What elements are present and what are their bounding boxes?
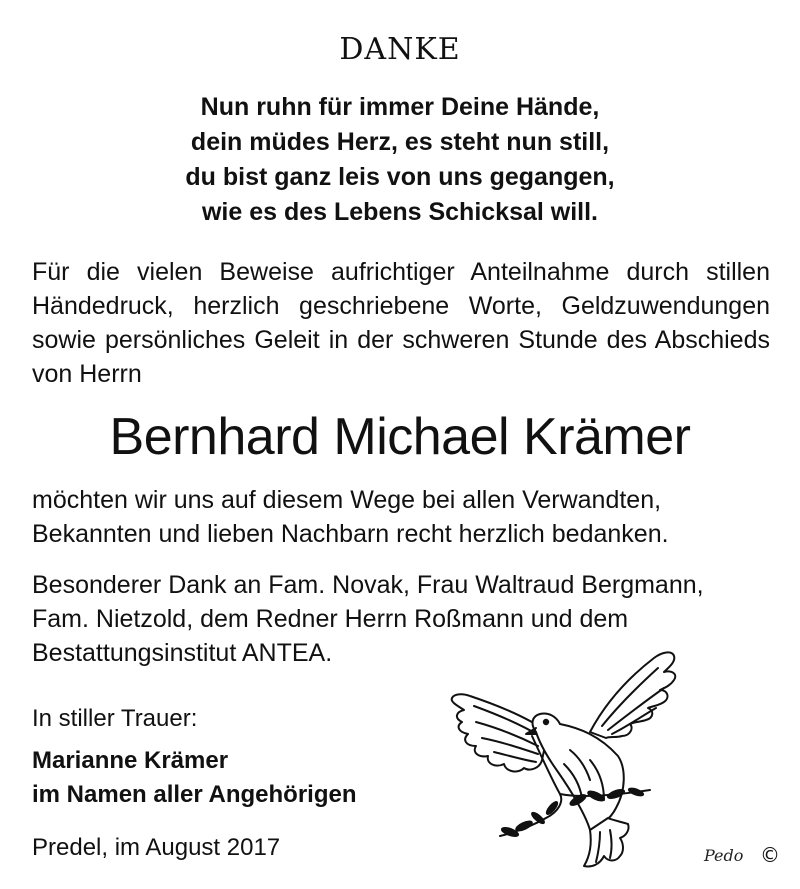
poem-line: Nun ruhn für immer Deine Hände, [200,93,600,121]
intro-line: Für die vielen Beweise aufrichtiger Anteilnahme durch stillen [32,258,770,286]
intro-paragraph [32,255,770,391]
signer-name: Marianne Krämer [32,747,229,774]
signers [32,744,357,812]
special-thanks-line: Fam. Nietzold, dem Redner Herrn Roßmann und dem [32,605,629,633]
thanks-line: möchten wir uns auf diesem Wege bei allen Verwandten, [32,486,662,514]
copyright-icon: © [760,843,780,867]
special-thanks-line: Bestattungsinstitut ANTEA. [32,639,333,667]
place-date: Predel, im August 2017 [32,834,281,861]
thanks-paragraph [32,483,772,551]
signer-note: im Namen aller Angehörigen [32,781,357,808]
deceased-name: Bernhard Michael Krämer [109,408,691,466]
thanks-line: Bekannten und lieben Nachbarn recht herzlich bedanken. [32,520,669,548]
intro-line: Händedruck, herzlich geschriebene Worte, Geldzuwendungen [32,292,770,320]
dove-with-olive-branch-icon [440,640,700,880]
notice-heading: DANKE [339,32,461,67]
mourning-label: In stiller Trauer: [32,705,198,732]
poem-line: du bist ganz leis von uns gegangen, [185,163,615,191]
poem-line: wie es des Lebens Schicksal will. [201,198,599,226]
intro-line: von Herrn [32,360,142,388]
special-thanks-line: Besonderer Dank an Fam. Novak, Frau Waltraud Bergmann, [32,571,704,599]
artist-signature: Pedo [704,846,744,865]
poem-line: dein müdes Herz, es steht nun still, [190,128,610,156]
poem [0,90,800,230]
intro-line: sowie persönliches Geleit in der schweren Stunde des Abschieds [32,326,770,354]
